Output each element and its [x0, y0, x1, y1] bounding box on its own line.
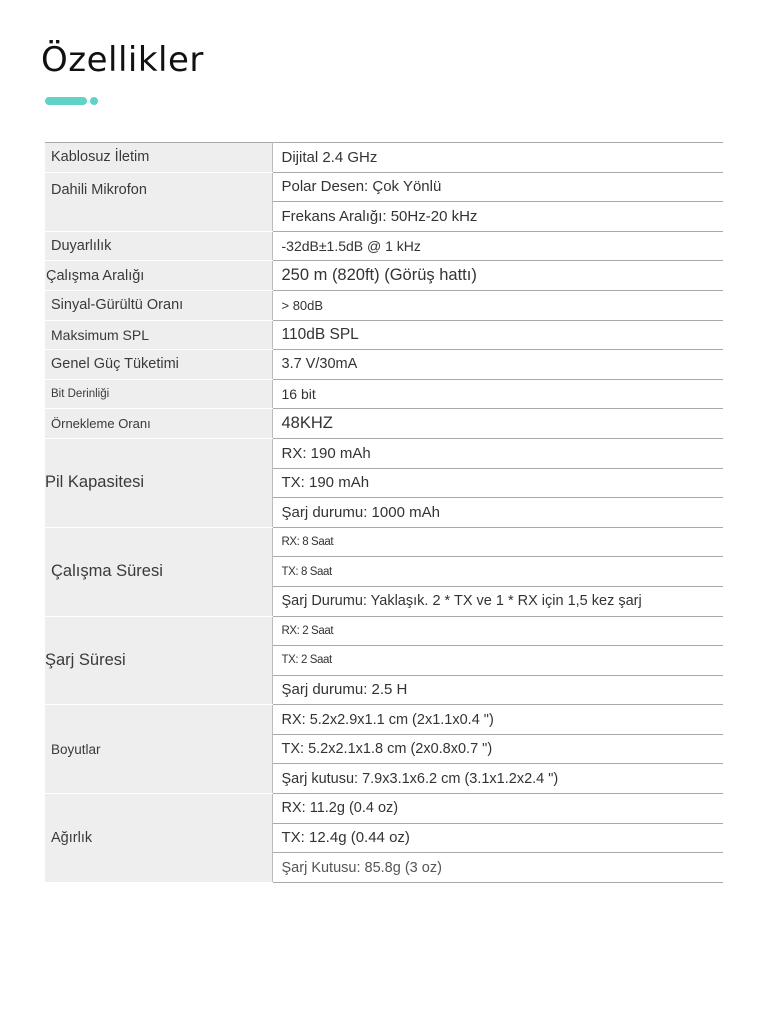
spec-label: Şarj Süresi [45, 616, 272, 705]
spec-label: Dahili Mikrofon [45, 172, 272, 231]
spec-label: Maksimum SPL [45, 320, 272, 350]
spec-label: Ağırlık [45, 794, 272, 883]
spec-value: 48KHZ [272, 409, 723, 439]
spec-value: TX: 5.2x2.1x1.8 cm (2x0.8x0.7 ") [272, 734, 723, 764]
spec-value: RX: 8 Saat [272, 527, 723, 557]
spec-row-charge-time [45, 616, 723, 646]
spec-label: Genel Güç Tüketimi [45, 350, 272, 380]
spec-row-power [45, 350, 723, 380]
spec-value: TX: 8 Saat [272, 557, 723, 587]
spec-label: Pil Kapasitesi [45, 438, 272, 527]
spec-value: Şarj Durumu: Yaklaşık. 2 * TX ve 1 * RX için 1,5 kez şarj [272, 586, 723, 616]
spec-row-snr [45, 290, 723, 320]
spec-row-sample-rate [45, 409, 723, 439]
accent-dot [90, 97, 98, 105]
spec-label: Sinyal-Gürültü Oranı [45, 290, 272, 320]
spec-row-microphone [45, 172, 723, 202]
spec-table [45, 142, 723, 883]
spec-label: Çalışma Aralığı [45, 261, 272, 291]
spec-value: Şarj Kutusu: 85.8g (3 oz) [272, 853, 723, 883]
spec-row-battery [45, 438, 723, 468]
spec-row-weight [45, 794, 723, 824]
spec-value: 3.7 V/30mA [272, 350, 723, 380]
spec-value: RX: 11.2g (0.4 oz) [272, 794, 723, 824]
spec-row-bit-depth [45, 379, 723, 409]
spec-value: Polar Desen: Çok Yönlü [272, 172, 723, 202]
spec-label: Duyarlılık [45, 231, 272, 261]
spec-label: Kablosuz İletim [45, 143, 272, 173]
spec-row-runtime [45, 527, 723, 557]
spec-value: Şarj kutusu: 7.9x3.1x6.2 cm (3.1x1.2x2.4 ") [272, 764, 723, 794]
page-title: Özellikler [41, 40, 204, 80]
spec-row-dimensions [45, 705, 723, 735]
spec-value: TX: 12.4g (0.44 oz) [272, 823, 723, 853]
spec-value: > 80dB [272, 290, 723, 320]
spec-row-range [45, 261, 723, 291]
spec-value: Frekans Aralığı: 50Hz-20 kHz [272, 202, 723, 232]
spec-value: Şarj durumu: 2.5 H [272, 675, 723, 705]
spec-row-max-spl [45, 320, 723, 350]
spec-value: Şarj durumu: 1000 mAh [272, 498, 723, 528]
spec-value: 110dB SPL [272, 320, 723, 350]
spec-value: RX: 2 Saat [272, 616, 723, 646]
spec-label: Örnekleme Oranı [45, 409, 272, 439]
spec-value: TX: 2 Saat [272, 646, 723, 676]
spec-value: RX: 190 mAh [272, 438, 723, 468]
spec-value: 250 m (820ft) (Görüş hattı) [272, 261, 723, 291]
spec-value: -32dB±1.5dB @ 1 kHz [272, 231, 723, 261]
spec-row-wireless [45, 143, 723, 173]
spec-value: TX: 190 mAh [272, 468, 723, 498]
spec-row-sensitivity [45, 231, 723, 261]
accent-bar [45, 97, 87, 105]
spec-value: RX: 5.2x2.9x1.1 cm (2x1.1x0.4 ") [272, 705, 723, 735]
spec-label: Boyutlar [45, 705, 272, 794]
spec-value: Dijital 2.4 GHz [272, 143, 723, 173]
spec-label: Çalışma Süresi [45, 527, 272, 616]
spec-value: 16 bit [272, 379, 723, 409]
spec-label: Bit Derinliği [45, 379, 272, 409]
title-accent-decoration [45, 97, 105, 105]
